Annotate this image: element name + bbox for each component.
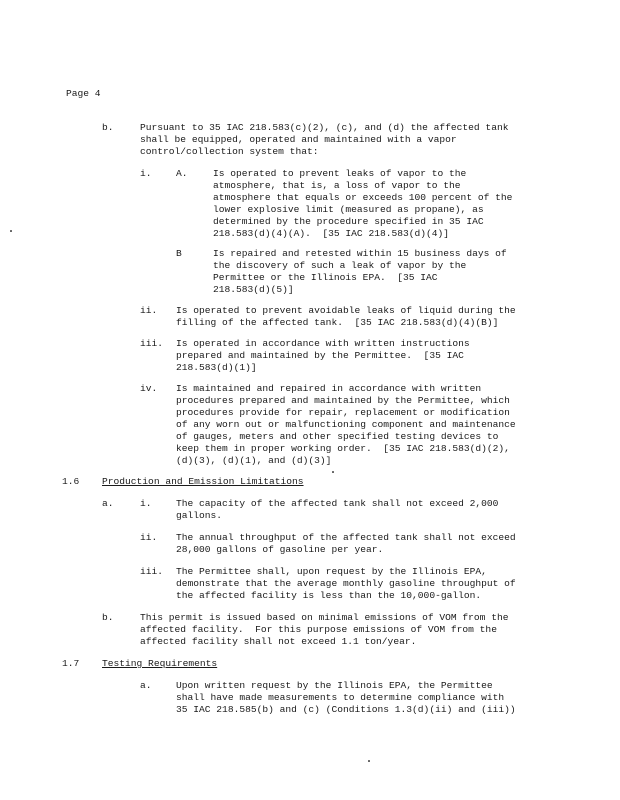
condition-b-i-A-line-3: atmosphere that equals or exceeds 100 percent of the — [213, 192, 513, 203]
section-1-6-a-iii-line-3: the affected facility is less than the 10,000-gallon. — [176, 590, 482, 601]
section-1-7-a-line-1: Upon written request by the Illinois EPA, the Permittee — [176, 680, 493, 691]
section-1-6-b-line-1: This permit is issued based on minimal emissions of VOM from the — [140, 612, 509, 623]
condition-b-line-1: Pursuant to 35 IAC 218.583(c)(2), (c), and (d) the affected tank — [140, 122, 509, 133]
condition-b-ii-line-1: Is operated to prevent avoidable leaks of liquid during the — [176, 305, 516, 316]
condition-b-i-A-line-6: 218.583(d)(4)(A). [35 IAC 218.583(d)(4)] — [213, 228, 450, 239]
section-1-7-a-line-3: 35 IAC 218.585(b) and (c) (Conditions 1.3(d)(ii) and (iii)) — [176, 704, 516, 715]
condition-b-iii-line-1: Is operated in accordance with written instructions — [176, 338, 470, 349]
condition-b-iv-line-4: of any worn out or malfunctioning component and maintenance — [176, 419, 516, 430]
section-1-6-a-label: a. — [102, 498, 114, 509]
section-1-7-heading: Testing Requirements — [102, 658, 218, 669]
section-1-6-a-ii-line-1: The annual throughput of the affected tank shall not exceed — [176, 532, 516, 543]
condition-b-ii-label: ii. — [140, 305, 158, 316]
condition-b-label: b. — [102, 122, 114, 133]
condition-b-i-B-line-1: Is repaired and retested within 15 business days of — [213, 248, 507, 259]
condition-b-i-A-line-1: Is operated to prevent leaks of vapor to the — [213, 168, 467, 179]
condition-b-iv-line-3: procedures provide for repair, replacement or modification — [176, 407, 510, 418]
condition-b-i-B-label: B — [176, 248, 182, 259]
condition-b-i-A-line-4: lower explosive limit (measured as propane), as — [213, 204, 484, 215]
condition-b-i-A-line-5: determined by the procedure specified in 35 IAC — [213, 216, 484, 227]
condition-b-iv-line-7: (d)(3), (d)(1), and (d)(3)] — [176, 455, 332, 466]
condition-b-iv-line-2: procedures prepared and maintained by the Permittee, which — [176, 395, 510, 406]
page-label: Page 4 — [66, 88, 101, 99]
section-1-6-a-ii-line-2: 28,000 gallons of gasoline per year. — [176, 544, 384, 555]
condition-b-iv-line-5: of gauges, meters and other specified testing devices to — [176, 431, 499, 442]
condition-b-i-B-line-2: the discovery of such a leak of vapor by the — [213, 260, 467, 271]
section-1-6-a-i-line-1: The capacity of the affected tank shall not exceed 2,000 — [176, 498, 499, 509]
condition-b-iv-label: iv. — [140, 383, 158, 394]
condition-b-iv-line-1: Is maintained and repaired in accordance with written — [176, 383, 482, 394]
condition-b-i-B-line-3: Permittee or the Illinois EPA. [35 IAC — [213, 272, 438, 283]
section-1-7-a-line-2: shall have made measurements to determine compliance with — [176, 692, 505, 703]
scan-speck — [332, 471, 334, 473]
condition-b-i-A-label: A. — [176, 168, 188, 179]
section-1-6-number: 1.6 — [62, 476, 80, 487]
scan-speck — [368, 760, 370, 762]
section-1-6-a-iii-line-1: The Permittee shall, upon request by the Illinois EPA, — [176, 566, 487, 577]
section-1-6-a-ii-label: ii. — [140, 532, 158, 543]
section-1-7-a-label: a. — [140, 680, 152, 691]
condition-b-i-B-line-4: 218.583(d)(5)] — [213, 284, 294, 295]
condition-b-ii-line-2: filling of the affected tank. [35 IAC 218.583(d)(4)(B)] — [176, 317, 499, 328]
section-1-6-a-iii-line-2: demonstrate that the average monthly gasoline throughput of — [176, 578, 516, 589]
section-1-6-a-iii-label: iii. — [140, 566, 164, 577]
condition-b-line-2: shall be equipped, operated and maintained with a vapor — [140, 134, 457, 145]
condition-b-iii-line-2: prepared and maintained by the Permittee. [35 IAC — [176, 350, 464, 361]
condition-b-iii-label: iii. — [140, 338, 164, 349]
scan-speck — [10, 230, 12, 232]
condition-b-i-A-line-2: atmosphere, that is, a loss of vapor to the — [213, 180, 461, 191]
section-1-6-b-label: b. — [102, 612, 114, 623]
section-1-6-a-i-line-2: gallons. — [176, 510, 223, 521]
section-1-6-b-line-3: affected facility shall not exceed 1.1 ton/year. — [140, 636, 417, 647]
section-1-6-a-i-label: i. — [140, 498, 152, 509]
condition-b-line-3: control/collection system that: — [140, 146, 319, 157]
section-1-6-heading: Production and Emission Limitations — [102, 476, 304, 487]
condition-b-iii-line-3: 218.583(d)(1)] — [176, 362, 257, 373]
condition-b-iv-line-6: keep them in proper working order. [35 IAC 218.583(d)(2), — [176, 443, 510, 454]
condition-b-i-label: i. — [140, 168, 152, 179]
section-1-7-number: 1.7 — [62, 658, 80, 669]
section-1-6-b-line-2: affected facility. For this purpose emissions of VOM from the — [140, 624, 497, 635]
